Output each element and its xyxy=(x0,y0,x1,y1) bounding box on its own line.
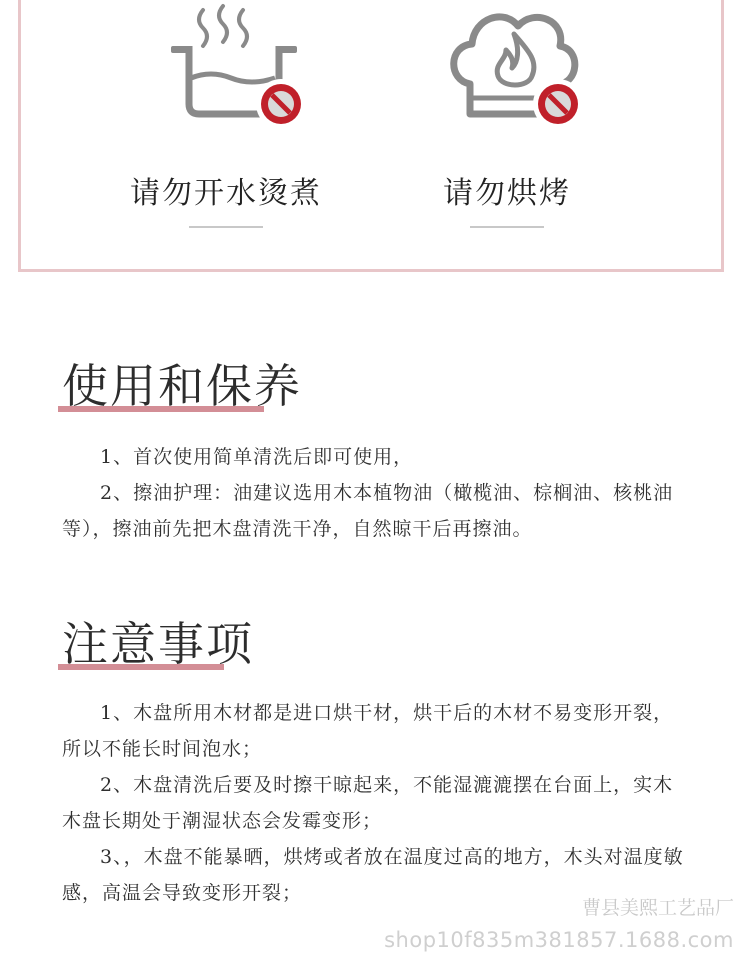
warning-label: 请勿烘烤 xyxy=(443,176,571,211)
care-section-title xyxy=(62,350,302,416)
care-title-text: 使用和保养 xyxy=(62,359,302,413)
notes-title-text: 注意事项 xyxy=(62,617,254,671)
notes-item: 1、木盘所用木材都是进口烘干材，烘干后的木材不易变形开裂，所以不能长时间泡水； xyxy=(62,702,674,760)
url-watermark: shop10f835m381857.1688.com xyxy=(384,928,734,952)
divider xyxy=(189,226,263,228)
shop-watermark: 曹县美熙工艺品厂 xyxy=(581,897,734,919)
care-item: 2、擦油护理：油建议选用木本植物油（橄榄油、棕榈油、核桃油等），擦油前先把木盘清洗干净，自然晾干后再擦油。 xyxy=(62,482,674,540)
notes-paragraph xyxy=(62,695,690,911)
warning-no-baking xyxy=(397,0,617,228)
notes-section-title xyxy=(62,608,254,674)
notes-item: 3、，木盘不能暴晒，烘烤或者放在温度过高的地方，木头对温度敏感，高温会导致变形开裂； xyxy=(62,846,684,904)
notes-item: 2、木盘清洗后要及时擦干晾起来，不能湿漉漉摆在台面上，实木木盘长期处于潮湿状态会发霉变形； xyxy=(62,774,674,832)
boiling-pot-icon xyxy=(141,0,311,140)
care-paragraph xyxy=(62,439,690,547)
oven-fire-icon xyxy=(422,0,592,140)
warning-label: 请勿开水烫煮 xyxy=(130,176,322,211)
divider xyxy=(470,226,544,228)
warning-no-boiling xyxy=(116,0,336,228)
care-item: 1、首次使用简单清洗后即可使用， xyxy=(100,446,414,468)
